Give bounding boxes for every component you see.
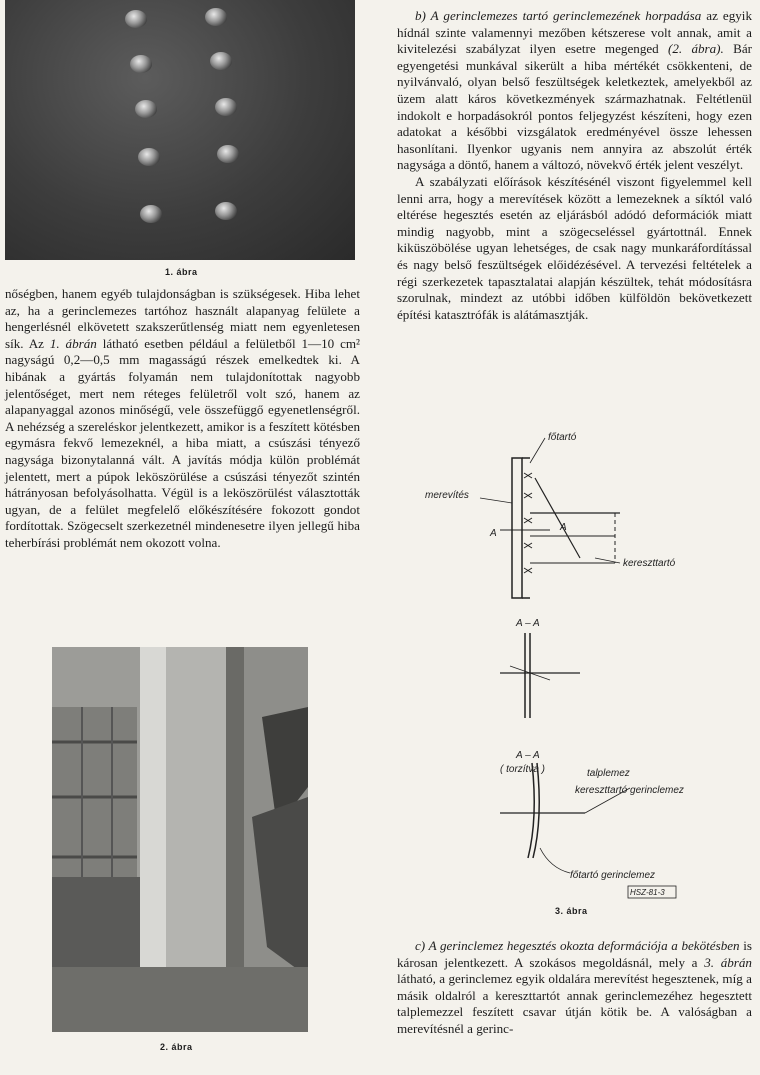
right-paragraph-c: c) A gerinclemez hegesztés okozta deformációja a bekötésben is károsan jelentkezett. A szokásos megoldásnál, mely a 3. ábrán látható, a gerinclemez egyik oldalára merevítést hegesztenek, míg a másik oldalról a kereszttartót annak gerinclemezéhez hegesztett talplemezzel feszített csavar útján kötik be. A valóságban a merevítésnél a gerinc- <box>397 938 752 1036</box>
label-section-aa2: A – A <box>516 750 540 761</box>
figure-1-photo <box>5 0 355 260</box>
label-kereszttarto: kereszttartó <box>623 558 676 569</box>
bolt-head-icon <box>140 205 162 223</box>
label-a-right: A <box>560 522 567 533</box>
label-merevites: merevítés <box>425 490 469 501</box>
bolt-head-icon <box>135 100 157 118</box>
bolt-head-icon <box>130 55 152 73</box>
right-paragraph-2: A szabályzati előírások készítésénél viszont figyelemmel kell lenni arra, hogy a merevítések között a lemezeknek a síktól való eltérése hegesztés esetén az eljárásból adódó deformációk miatt mindig nagyobb, mint a szögecseléssel gyártottnál. Ennek kiküszöbölése ugyan lehetséges, de csak nagy munkaráfordítással és nagy belső feszültségek előidézésével. A tervezési feltételek a régi szerkezetek tapasztalatai alapján készültek, tehát módosításra szorulnak, mindezt az utóbbi időben külföldön bekövetkezett építési katasztrófák is alátámasztják. <box>397 173 752 322</box>
bolt-head-icon <box>205 8 227 26</box>
label-talplemez: talplemez <box>587 768 630 779</box>
label-fotarto: főtartó <box>548 432 577 443</box>
bolt-head-icon <box>215 202 237 220</box>
figure-2-photo <box>52 647 308 1032</box>
bolt-head-icon <box>215 98 237 116</box>
right-column-top <box>397 8 752 323</box>
label-stamp: HSZ-81-3 <box>630 888 665 897</box>
left-column <box>5 286 360 552</box>
figure-1-caption: 1. ábra <box>165 267 198 277</box>
right-column-bottom <box>397 938 752 1038</box>
left-paragraph: nőségben, hanem egyéb tulajdonságban is szükségesek. Hiba lehet az, ha a gerinclemezes tartóhoz használt alapanyag felülete a hengerlésnél elkövetett szakszerűtlenség miatt nem egyenletesen sík. Az 1. ábrán látható esetben például a felületből 1—10 cm² nagyságú 0,2—0,5 mm magasságú részek emelkedtek ki. A hibának a gyártás folyamán nem tulajdonítottak nagyobb jelentőséget, mert nem réteges felületről volt szó, hanem az alapanyaggal azonos minőségű, vele összefüggő egyenetlenségről. A nehézség a szereléskor jelentkezett, amikor is a feszített kötésben egymásra fekvő lemezeknél, a hiba miatt, a csúszási tényező nagysága bizonytalanná vált. A javítás módja külön problémát jelentett, mert a púpok leköszörülése a csúszási tényezőt szintén hátrányosan befolyásolhatta. Végül is a leköszörülést választották ugyan, de a felület megfelelő előkészítésére fokozott gondot fordítottak. Szögecselt szerkezetnél mindenesetre ilyen jellegű hiba teherbírási problémát nem okozott volna. <box>5 286 360 550</box>
bolt-head-icon <box>125 10 147 28</box>
label-fotarto-gerinclemez: főtartó gerinclemez <box>570 870 656 881</box>
figure-3-diagram <box>420 418 720 908</box>
label-kereszttarto-gerinclemez: kereszttartó gerinclemez <box>575 785 684 796</box>
label-torzitva: ( torzítva ) <box>500 764 546 775</box>
right-paragraph-b: b) A gerinclemezes tartó gerinclemezének horpadása az egyik hídnál szinte valamennyi mezőben kétszerese volt annak, amit a kivitelezési szabályzat ilyen esetre megenged (2. ábra). Bár egyengetési munkával sikerült a hiba mértékét csökkenteni, de nyilvánvaló, olyan belső feszültségek keletkeztek, amelyekből az üzem alatt káros következmények származhatnak. Feltétlenül indokolt e horpadásokról pontos feljegyzést készíteni, hogy ezen adatokat a későbbi vizsgálatok eredményével össze lehessen hasonlítani. Ilyenkor ugyanis nem annyira az abszolút érték nagysága a döntő, hanem a változó, növekvő érték jelent veszélyt. <box>397 8 752 173</box>
label-a-left: A <box>490 528 497 539</box>
figure-2-caption: 2. ábra <box>160 1042 193 1052</box>
figure-3-caption: 3. ábra <box>555 906 588 916</box>
bolt-head-icon <box>210 52 232 70</box>
bolt-head-icon <box>217 145 239 163</box>
bolt-head-icon <box>138 148 160 166</box>
label-section-aa: A – A <box>516 618 540 629</box>
